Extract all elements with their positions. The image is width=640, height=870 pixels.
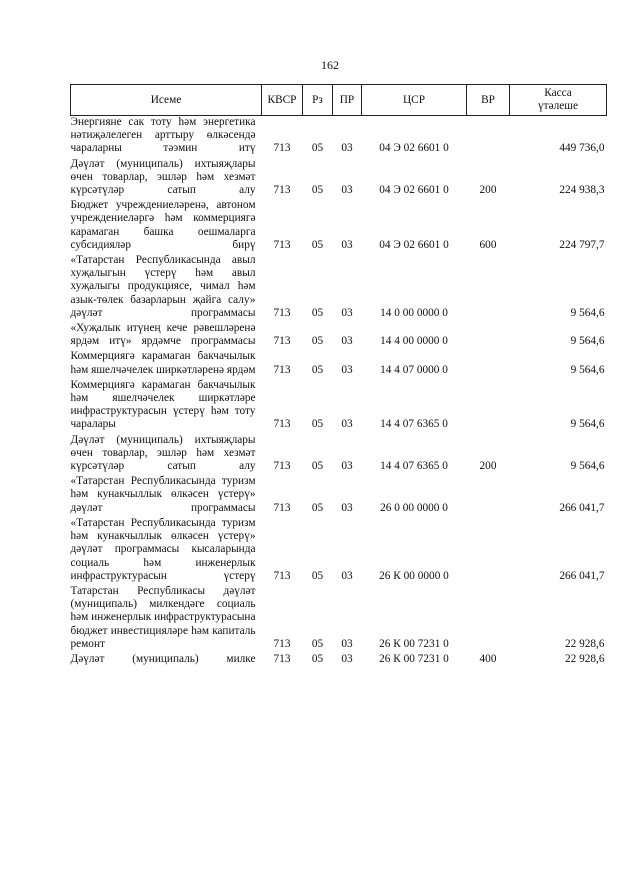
row-kvsr: 713 [273, 306, 291, 319]
row-vr [467, 322, 510, 350]
row-vr [467, 379, 510, 434]
row-kvsr: 713 [273, 501, 291, 514]
row-pr: 03 [341, 569, 353, 582]
table-row [71, 434, 607, 476]
row-pr: 03 [341, 652, 353, 665]
row-csr: 26 К 00 0000 0 [379, 569, 449, 582]
row-kvsr: 713 [273, 418, 291, 431]
row-csr: 26 К 00 7231 0 [379, 637, 449, 650]
row-kassa: 22 928,6 [564, 652, 605, 665]
row-vr [467, 475, 510, 517]
row-kvsr: 713 [273, 142, 291, 155]
header-pr: ПР [333, 85, 362, 116]
table-row [71, 199, 607, 254]
row-name: Коммерциягә карамаган бакчачылык һәм яшелчәчелек ширкәтләренә ярдәм [70, 350, 256, 376]
row-rz: 05 [311, 238, 324, 251]
row-name: Коммерциягә карамаган бакчачылык һәм яшелчәчелек ширкәтләре инфраструктурасын үстерү һәм тоту чаралары [70, 378, 256, 431]
row-csr: 14 4 07 0000 0 [380, 363, 448, 376]
row-rz: 05 [311, 418, 324, 431]
row-csr: 14 4 00 0000 0 [380, 335, 448, 348]
row-rz: 05 [311, 501, 324, 514]
row-vr [467, 517, 510, 585]
row-kvsr: 713 [273, 652, 291, 665]
row-vr: 200 [479, 460, 497, 473]
table-row [71, 350, 607, 378]
row-pr: 03 [341, 418, 353, 431]
row-rz: 05 [311, 184, 324, 197]
row-name: «Татарстан Республикасында туризм һәм кунакчыллык өлкәсен үстерү» дәүләт программасы кысаларында социаль һәм инженерлык инфраструктурасын үстерү [70, 516, 256, 582]
row-rz: 05 [311, 652, 324, 665]
row-kvsr: 713 [273, 569, 291, 582]
row-vr [467, 350, 510, 378]
row-pr: 03 [341, 637, 353, 650]
header-kvsr: КВСР [262, 85, 303, 116]
row-rz: 05 [311, 142, 324, 155]
row-kassa: 224 797,7 [559, 238, 605, 251]
row-name: Бюджет учреждениеләренә, автоном учреждениеләргә һәм коммерциягә карамаган башка оешмаларга субсидияләр бирү [70, 199, 256, 251]
row-name: «Татарстан Республикасында туризм һәм кунакчыллык өлкәсен үстерү» дәүләт программасы [70, 475, 256, 514]
row-vr: 200 [479, 184, 497, 197]
row-kassa: 9 564,6 [570, 306, 605, 319]
table-row [71, 158, 607, 200]
header-vr: ВР [467, 85, 510, 116]
row-kvsr: 713 [273, 460, 291, 473]
page-number: 162 [321, 58, 339, 72]
row-csr: 04 Э 02 6601 0 [379, 184, 449, 197]
row-name: Дәүләт (муниципаль) милке [70, 652, 256, 665]
table-row [71, 254, 607, 322]
row-kvsr: 713 [273, 335, 291, 348]
table-row [71, 379, 607, 434]
row-kassa: 224 938,3 [559, 184, 605, 197]
row-rz: 05 [311, 363, 324, 376]
row-name: «Татарстан Республикасында авыл хуҗалыгын үстерү һәм авыл хуҗалыгы продукциясе, чимал һәм азык-төлек базарларын җайга салу» дәүләт программасы [70, 254, 256, 319]
row-name: Энергияне сак тоту һәм энергетика нәтиҗәлелеген арттыру өлкәсендә чараларны тәэмин итү [70, 116, 256, 155]
row-kassa: 266 041,7 [559, 501, 605, 514]
row-csr: 14 4 07 6365 0 [380, 418, 448, 431]
row-rz: 05 [311, 460, 324, 473]
table-row [71, 475, 607, 517]
header-kassa: Касса үтәлеше [510, 85, 607, 116]
row-pr: 03 [341, 460, 353, 473]
row-kassa: 9 564,6 [570, 460, 605, 473]
row-rz: 05 [311, 569, 324, 582]
row-vr [467, 585, 510, 653]
row-kvsr: 713 [273, 184, 291, 197]
row-kassa: 449 736,0 [559, 142, 605, 155]
row-kvsr: 713 [273, 238, 291, 251]
row-name: Татарстан Республикасы дәүләт (муниципаль) милкендәге социаль һәм инженерлык инфраструктурасына бюджет инвестицияләре һәм капиталь ремонт [70, 584, 256, 650]
header-rz: Рз [303, 85, 333, 116]
row-kassa: 9 564,6 [570, 418, 605, 431]
row-name: «Хуҗалык итүнең кече рәвешләренә ярдәм итү» ярдәмче программасы [70, 322, 256, 348]
table-row [71, 116, 607, 158]
row-rz: 05 [311, 306, 324, 319]
row-csr: 04 Э 02 6601 0 [379, 142, 449, 155]
row-vr: 400 [479, 652, 497, 665]
row-name: Дәүләт (муниципаль) ихтыяҗлары өчен товарлар, эшләр һәм хезмәт күрсәтүләр сатып алу [70, 433, 256, 473]
row-pr: 03 [341, 238, 353, 251]
row-csr: 26 0 00 0000 0 [380, 501, 448, 514]
table-header-row [71, 85, 607, 116]
row-csr: 26 К 00 7231 0 [379, 652, 449, 665]
row-csr: 14 4 07 6365 0 [380, 460, 448, 473]
row-kassa: 266 041,7 [559, 569, 605, 582]
row-vr [467, 116, 510, 158]
table-row [71, 653, 607, 668]
row-rz: 05 [311, 637, 324, 650]
row-kassa: 22 928,6 [564, 637, 605, 650]
row-kassa: 9 564,6 [570, 335, 605, 348]
row-vr [467, 254, 510, 322]
row-rz: 05 [311, 335, 324, 348]
header-name: Исеме [71, 85, 262, 116]
row-kvsr: 713 [273, 363, 291, 376]
row-pr: 03 [341, 501, 353, 514]
row-pr: 03 [341, 142, 353, 155]
table-row [71, 517, 607, 585]
table-row [71, 585, 607, 653]
row-pr: 03 [341, 335, 353, 348]
row-kvsr: 713 [273, 637, 291, 650]
row-pr: 03 [341, 306, 353, 319]
table-row [71, 322, 607, 350]
row-name: Дәүләт (муниципаль) ихтыяҗлары өчен товарлар, эшләр һәм хезмәт күрсәтүләр сатып алу [70, 157, 256, 197]
row-csr: 04 Э 02 6601 0 [379, 238, 449, 251]
header-csr: ЦСР [362, 85, 467, 116]
row-pr: 03 [341, 184, 353, 197]
row-kassa: 9 564,6 [570, 363, 605, 376]
budget-table [70, 84, 607, 668]
row-pr: 03 [341, 363, 353, 376]
row-csr: 14 0 00 0000 0 [380, 306, 448, 319]
row-vr: 600 [479, 238, 497, 251]
